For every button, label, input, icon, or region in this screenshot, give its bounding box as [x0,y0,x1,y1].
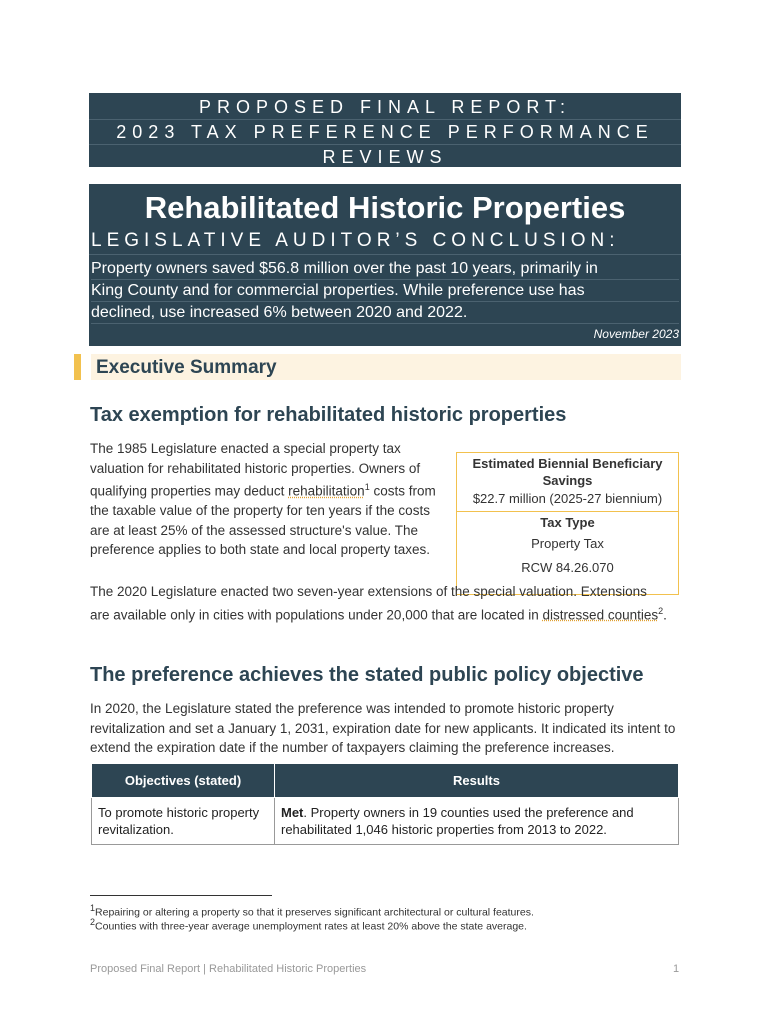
footnote-2 [90,917,527,933]
p1-text-b: costs from the taxable value of the property for ten years if the costs are at least 25% of the assessed structure's value. The preference applies to both state and local property taxes. [90,483,436,557]
results-column-header: Results [275,764,679,798]
p1-text-a: The 1985 Legislature enacted a special property tax valuation for rehabilitated historic properties. Owners of qualifying properties may deduct [90,441,421,499]
footnote-2-number: 2 [90,917,96,927]
page-number: 1 [673,963,680,975]
conclusion-line-3: declined, use increased 6% between 2020 and 2022. [91,302,679,324]
section2-heading: The preference achieves the stated public policy objective [90,664,644,686]
result-status: Met [281,805,304,820]
report-title: Rehabilitated Historic Properties [144,190,626,225]
report-date: November 2023 [593,327,679,341]
table-row [92,798,679,845]
p2-text-b: . [663,607,667,622]
tax-type-value: Property Tax [531,536,604,551]
report-banner [89,93,681,167]
sidebox-divider [457,511,678,512]
title-box [89,184,681,346]
section1-heading: Tax exemption for rehabilitated historic properties [90,404,567,426]
executive-summary-title: Executive Summary [96,357,277,378]
distressed-counties-term: distressed counties [542,607,659,622]
banner-line-2: 2023 TAX PREFERENCE PERFORMANCE [89,120,681,145]
p2-text-a: The 2020 Legislature enacted two seven-year extensions of the special valuation. Extensions are available only in cities with populations under 20,000 that are located in [90,584,647,622]
conclusion-label: LEGISLATIVE AUDITOR’S CONCLUSION: [89,228,681,255]
footnote-1-number: 1 [90,903,96,913]
footnote-ref-2: 2 [658,605,664,616]
section1-paragraph-2 [90,582,670,625]
footnote-divider [90,895,272,896]
footnote-2-text: Counties with three-year average unemployment rates at least 20% above the state average. [95,920,527,933]
rehabilitation-term: rehabilitation [288,483,365,499]
conclusion-line-2: King County and for commercial properties. While preference use has [91,280,679,302]
result-cell [275,798,679,845]
objectives-column-header: Objectives (stated) [92,764,275,798]
rcw-citation: RCW 84.26.070 [521,560,614,575]
section1-paragraph-1 [90,439,442,560]
footer-title: Proposed Final Report | Rehabilitated Historic Properties [90,963,367,975]
section2-paragraph: In 2020, the Legislature stated the preference was intended to promote historic property revitalization and set a January 1, 2031, expiration date for new applicants. It indicated its intent to extend the expiration date if the number of taxpayers claiming the preference increases. [90,701,676,755]
result-text: . Property owners in 19 counties used the preference and rehabilitated 1,046 historic properties from 2013 to 2022. [281,805,634,837]
tax-type-label: Tax Type [540,515,595,530]
objective-cell: To promote historic property revitalization. [92,798,275,845]
conclusion-line-1: Property owners saved $56.8 million over the past 10 years, primarily in [91,258,679,280]
preference-summary-box [456,452,679,595]
executive-summary-accent [74,354,81,380]
savings-value: $22.7 million (2025-27 biennium) [472,491,663,506]
executive-summary-header [91,354,681,380]
objectives-results-table [91,763,679,845]
banner-line-3: REVIEWS [322,147,448,167]
savings-label: Estimated Biennial Beneficiary Savings [472,456,663,488]
banner-line-1: PROPOSED FINAL REPORT: [89,95,681,120]
table-header-row [92,764,679,798]
footnote-ref-1: 1 [364,482,370,492]
conclusion-text [89,255,681,324]
footnote-1-text: Repairing or altering a property so that it preserves significant architectural or cultural features. [95,906,534,919]
